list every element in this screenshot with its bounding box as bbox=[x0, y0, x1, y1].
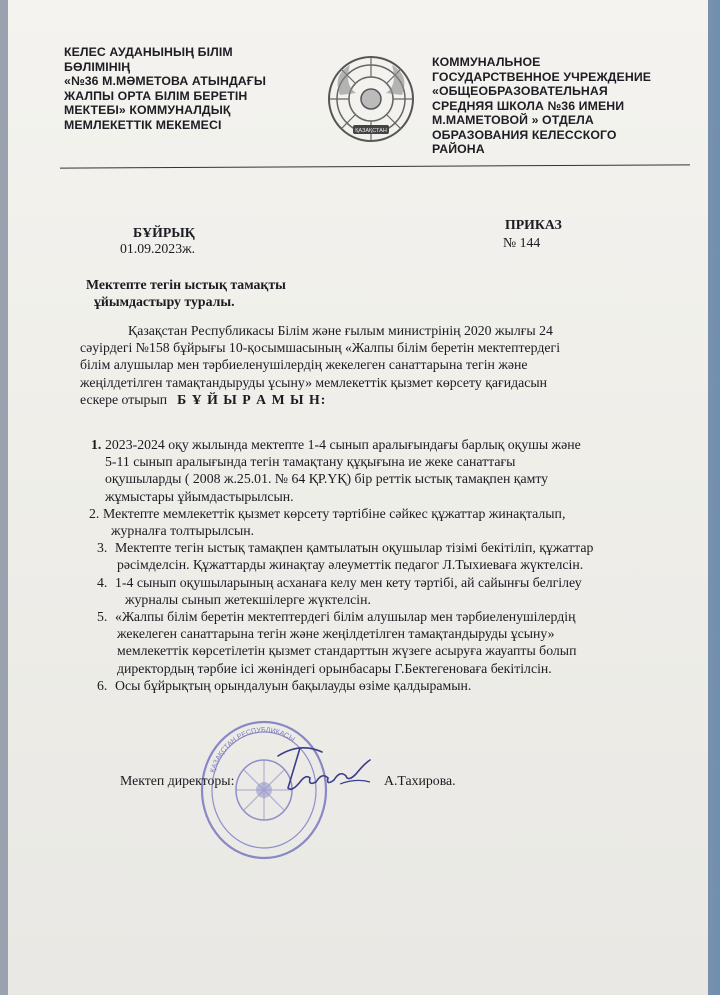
header-kz-line: КЕЛЕС АУДАНЫНЫҢ БІЛІМ bbox=[64, 45, 233, 59]
header-ru-line: ГОСУДАРСТВЕННОЕ УЧРЕЖДЕНИЕ bbox=[432, 69, 652, 84]
item-number: 4. bbox=[97, 574, 108, 590]
preamble-line: білім алушылар мен тәрбиеленушілердің жекелеген санаттарына тегін және bbox=[80, 357, 528, 373]
order-item bbox=[88, 574, 698, 608]
item-number: 5. bbox=[97, 609, 108, 625]
item-line: 5-11 сынып аралығында тегін тамақтану құқығына ие жеке санаттағы bbox=[105, 454, 516, 470]
header-kz-line: БӨЛІМІНІҢ bbox=[64, 59, 131, 74]
header-kz-line: МЕКТЕБІ» КОММУНАЛДЫҚ bbox=[64, 103, 231, 117]
item-number: 2. bbox=[89, 505, 100, 521]
order-subject bbox=[86, 276, 286, 310]
preamble-line: Қазақстан Республикасы Білім және ғылым министрінің 2020 жылғы 24 bbox=[128, 323, 553, 338]
item-line: Осы бұйрықтың орындалуын бақылауды өзіме қалдырамын. bbox=[115, 677, 472, 693]
header-kz-line: МЕМЛЕКЕТТІК МЕКЕМЕСІ bbox=[64, 117, 222, 132]
item-line: 2023-2024 оқу жылында мектепте 1-4 сынып аралығындағы барлық оқушы және bbox=[105, 437, 581, 452]
order-item bbox=[88, 677, 698, 694]
item-line: рәсімделсін. Құжаттарды жинақтау әлеуметтік педагог Л.Тыхиеваға жүктелсін. bbox=[117, 557, 584, 573]
header-kz bbox=[64, 45, 314, 132]
order-item bbox=[88, 539, 698, 573]
order-number: № 144 bbox=[503, 235, 541, 250]
item-number: 6. bbox=[97, 677, 108, 693]
order-item bbox=[88, 505, 698, 539]
order-date: 01.09.2023ж. bbox=[120, 241, 196, 256]
subject-line: Мектепте тегін ыстық тамақты bbox=[86, 277, 286, 292]
preamble-line: жеңілдетілген тамақтандыруды ұсыну» мемлекеттік қызмет көрсету қағидасын bbox=[80, 374, 548, 390]
kazakhstan-state-emblem-icon bbox=[326, 55, 416, 149]
item-line: журналға толтырылсын. bbox=[111, 523, 255, 539]
item-line: оқушыларды ( 2008 ж.25.01. № 64 ҚР.ҮҚ) бір реттік ыстық тамақпен қамту bbox=[105, 471, 549, 487]
item-line: жекелеген санаттарына тегін және жеңілдетілген тамақтандыруды ұсыну» bbox=[117, 626, 555, 642]
item-line: 1-4 сынып оқушыларының асханаға келу мен кету тәртібі, ай сайынғы белгілеу bbox=[115, 574, 582, 590]
handwritten-signature bbox=[270, 738, 375, 796]
preamble bbox=[80, 322, 680, 408]
header-ru-line: КОММУНАЛЬНОЕ bbox=[432, 55, 541, 69]
header-ru-line: РАЙОНА bbox=[432, 142, 485, 156]
item-line: директордың тәрбие ісі жөніндегі орынбасары Г.Бектегеноваға бекітілсін. bbox=[117, 660, 552, 676]
item-line: мемлекеттік көрсетілетін қызмет стандарттын жүзеге асыруға жауапты болып bbox=[117, 643, 577, 659]
order-title-ru: ПРИКАЗ bbox=[505, 217, 562, 232]
item-line: журналы сынып жетекшілерге жүктелсін. bbox=[125, 591, 371, 607]
header-ru bbox=[432, 55, 692, 157]
item-line: Мектепте мемлекеттік қызмет көрсету тәртібіне сәйкес құжаттар жинақталып, bbox=[103, 505, 566, 521]
header-ru-line: «ОБЩЕОБРАЗОВАТЕЛЬНАЯ bbox=[432, 84, 608, 98]
order-title-kz: БҰЙРЫҚ bbox=[133, 225, 195, 240]
order-item bbox=[88, 436, 698, 505]
header-ru-line: ОБРАЗОВАНИЯ КЕЛЕССКОГО bbox=[432, 127, 617, 142]
header-kz-line: «№36 М.МӘМЕТОВА АТЫНДАҒЫ bbox=[64, 74, 267, 88]
item-line: Мектепте тегін ыстық тамақпен қамтылатын оқушылар тізімі бекітіліп, құжаттар bbox=[115, 540, 594, 556]
preamble-line: сәуірдегі №158 бұйрығы 10-қосымшасының «Жалпы білім беретін мектептердегі bbox=[80, 340, 561, 356]
item-number: 1. bbox=[91, 437, 102, 452]
item-line: жұмыстары ұйымдастырылсын. bbox=[105, 488, 294, 504]
item-line: «Жалпы білім беретін мектептердегі білім алушылар мен тәрбиеленушілердің bbox=[115, 609, 576, 625]
header-kz-line: ЖАЛПЫ ОРТА БІЛІМ БЕРЕТІН bbox=[64, 88, 248, 103]
header-divider bbox=[60, 164, 690, 169]
command-word: Б Ұ Й Ы Р А М Ы Н: bbox=[177, 391, 327, 407]
header-ru-line: СРЕДНЯЯ ШКОЛА №36 ИМЕНИ bbox=[432, 98, 625, 113]
header-ru-line: М.МАМЕТОВОЙ » ОТДЕЛА bbox=[432, 113, 594, 127]
emblem-caption: ҚАЗАҚСТАН bbox=[355, 128, 387, 134]
director-name: А.Тахирова. bbox=[384, 773, 456, 788]
document-sheet bbox=[8, 0, 708, 995]
stamp-text: ҚАЗАҚСТАН РЕСПУБЛИКАСЫ bbox=[209, 726, 296, 774]
signature-title: Мектеп директоры: bbox=[120, 773, 235, 788]
order-items bbox=[88, 436, 698, 694]
order-item bbox=[88, 608, 698, 677]
subject-line: ұйымдастыру туралы. bbox=[94, 294, 235, 310]
item-number: 3. bbox=[97, 540, 108, 556]
preamble-line: ескере отырып bbox=[80, 391, 168, 407]
